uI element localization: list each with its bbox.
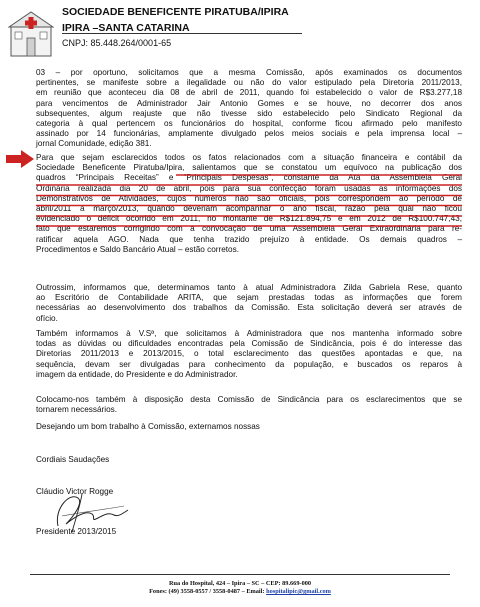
paragraph-availability xyxy=(36,395,462,415)
organization-cnpj: CNPJ: 85.448.264/0001-65 xyxy=(62,38,172,48)
text-line: Também informamos à V.Sª, que solicitamos à Administradora que nos mantenha informado sobre xyxy=(36,329,462,338)
text-line: Cordiais Saudações xyxy=(36,455,110,464)
text-line: quadros “Principais Receitas” e “Principais Despesas”, constante da Ata da Assembleia Geral xyxy=(36,173,462,183)
text-line: categoria à qual pertencem os funcionários do hospital, conforme ficou afirmado pelo manifesto xyxy=(36,119,462,129)
organization-location: IPIRA –SANTA CATARINA xyxy=(62,22,190,34)
text-line: Demonstrativos de Atividades, cujos números não são oficiais, pois correspondem ao período de xyxy=(36,193,462,203)
text-line: Para que sejam esclarecidos todos os fatos relacionados com a situação financeira e contábil da xyxy=(36,153,462,162)
text-line: Outrossim, informamos que, determinamos tanto à atual Administradora Zilda Gabriela Rese, quanto xyxy=(36,283,462,292)
text-line: sequência, devam ser divulgadas para conhecimento da população, e buscados os reparos à xyxy=(36,359,462,369)
text-line: Sociedade Beneficente Piratuba/Ipira, salientamos que se constatou um equívoco na publicação dos xyxy=(36,163,462,173)
text-line: para vencimentos de Administrador Jair Antonio Gomes e se houve, no decorrer dos anos xyxy=(36,98,462,108)
footer-phones: Fones: (49) 3558-0557 / 3558-0487 – Email: xyxy=(149,588,267,595)
text-line: Procedimentos e Saldo Bancário Atual – estão corretos. xyxy=(36,244,239,254)
text-line: evidenciado o déficit ocorrido em 2011, no montante de R$121.894,75 e em 2012 de R$100.747,43, xyxy=(36,214,462,224)
text-line: jornal Comunidade, edição 381. xyxy=(36,139,152,149)
footer-divider xyxy=(30,574,450,575)
footer-address: Rua do Hospital, 424 – Ipira – SC – CEP: 89.669-000 xyxy=(168,580,312,587)
red-arrow-icon xyxy=(6,150,34,168)
text-line: ratificar aquela AGO. Nada que tenha trazido prejuízo à entidade. Os demais quadros – xyxy=(36,234,462,244)
text-line: abril/2011 a março/2013, quando deveriam acompanhar o ano fiscal, razão pela qual não ficou xyxy=(36,204,462,214)
text-line: fato que estaremos corrigindo com a convocação de uma Assembleia Geral Extraordinária para re- xyxy=(36,224,462,234)
text-line: Desejando um bom trabalho à Comissão, externamos nossas xyxy=(36,422,260,431)
hospital-logo-icon xyxy=(8,8,54,60)
closing-line xyxy=(36,422,462,432)
text-line: Cláudio Victor Rogge xyxy=(36,487,114,496)
text-line: Presidente 2013/2015 xyxy=(36,527,117,536)
text-line: Colocamo-nos também à disposição desta Comissão de Sindicância para os esclarecimentos que se xyxy=(36,395,462,404)
text-line: ofício. xyxy=(36,313,58,323)
organization-name: SOCIEDADE BENEFICENTE PIRATUBA/IPIRA xyxy=(62,6,289,18)
text-line: tornarem necessários. xyxy=(36,405,117,415)
text-line: Diretorias 2011/2013 e 2013/2015, o total esclarecimento das questões apontadas e que, na xyxy=(36,349,462,359)
paragraph-item-03 xyxy=(36,68,462,150)
text-line: ao Escritório de Contabilidade ARITA, que sejam prestadas todas as informações que forem xyxy=(36,293,462,303)
text-line: 03 – por oportuno, solicitamos que a mesma Comissão, após examinados os documentos xyxy=(36,68,462,77)
text-line: todas as dúvidas ou dificuldades encontradas pela Comissão de Sindicância, pois é do interesse das xyxy=(36,339,462,349)
text-line: em reunião que aconteceu dia 08 de abril de 2011, quando foi estabelecido o valor de R$3.277,18 xyxy=(36,88,462,98)
text-line: necessárias ao desenvolvimento dos trabalhos da Comissão. Esta solicitação deverá ser através de xyxy=(36,303,462,313)
paragraph-request xyxy=(36,329,462,380)
salutation xyxy=(36,455,462,465)
footer-contact xyxy=(0,588,480,595)
text-line: assinado por 14 funcionárias, amplamente divulgado pelos meios sociais e pela imprensa local – xyxy=(36,129,462,139)
text-line: imagem da entidade, do Presidente e do Administrador. xyxy=(36,369,238,379)
signatory-title xyxy=(36,527,462,537)
paragraph-clarification xyxy=(36,153,462,255)
footer-email-link[interactable]: hospitalipic@gmail.com xyxy=(266,588,331,595)
text-line: Ordinária realizada dia 20 de abril, pois para sua confecção foram usadas as informações dos xyxy=(36,183,462,193)
signatory-name xyxy=(36,487,462,497)
text-line: pertinentes, se manifeste sobre a ilegalidade ou não do valor estipulado pela Diretoria 2011/2013, xyxy=(36,78,462,88)
paragraph-information xyxy=(36,283,462,324)
text-line: subsequentes, algum reajuste que não tivesse sido estabelecido pelo Sindicato Regional da xyxy=(36,108,462,118)
